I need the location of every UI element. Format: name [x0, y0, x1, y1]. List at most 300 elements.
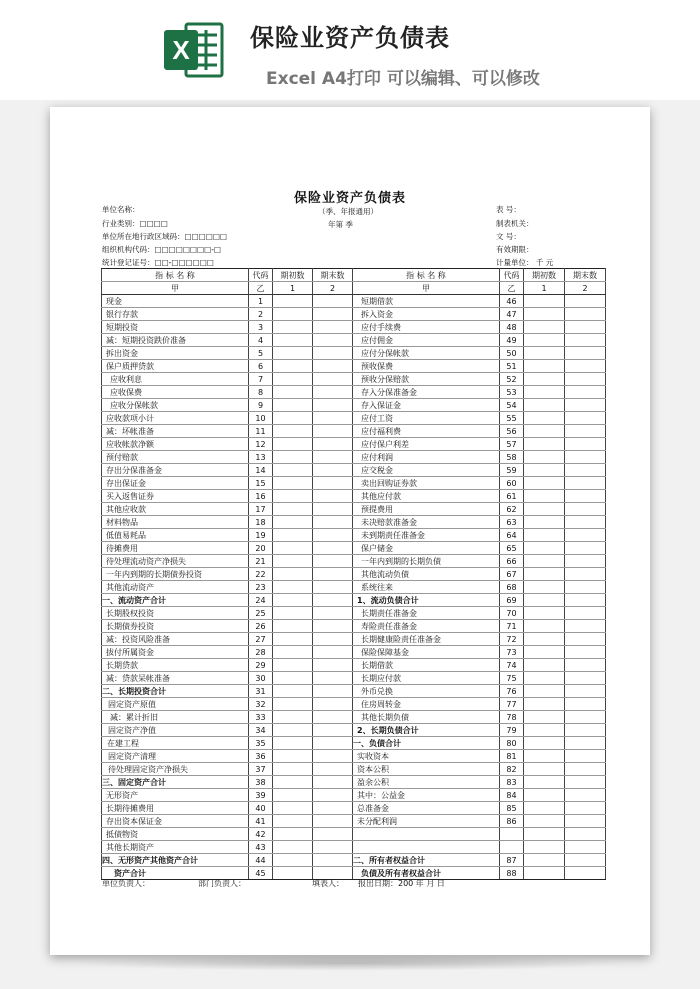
liability-opening-value [524, 802, 565, 815]
asset-item-code: 8 [249, 386, 273, 399]
liability-closing-value [565, 568, 606, 581]
asset-item-code: 24 [249, 594, 273, 607]
liability-closing-value [565, 841, 606, 854]
table-row [102, 724, 606, 737]
asset-opening-value [273, 308, 313, 321]
liability-closing-value [565, 425, 606, 438]
liability-opening-value [524, 750, 565, 763]
asset-item-name: 预付赔款 [102, 451, 249, 464]
liability-opening-value [524, 685, 565, 698]
asset-opening-value [273, 425, 313, 438]
asset-closing-value [313, 633, 353, 646]
liability-closing-value [565, 360, 606, 373]
liability-opening-value [524, 841, 565, 854]
liability-item-code: 55 [500, 412, 524, 425]
liability-item-name: 预收分保赔款 [353, 373, 500, 386]
liability-item-name: 长期应付款 [353, 672, 500, 685]
column-subheader: 甲 [353, 282, 500, 295]
svg-text:X: X [172, 35, 190, 65]
asset-item-name: 减：投资风险准备 [102, 633, 249, 646]
liability-closing-value [565, 815, 606, 828]
liability-opening-value [524, 672, 565, 685]
table-header-row [102, 269, 606, 282]
liability-opening-value [524, 516, 565, 529]
asset-item-code: 3 [249, 321, 273, 334]
asset-item-code: 5 [249, 347, 273, 360]
table-row [102, 698, 606, 711]
liability-item-code: 77 [500, 698, 524, 711]
liability-closing-value [565, 516, 606, 529]
asset-item-code: 36 [249, 750, 273, 763]
asset-item-code: 39 [249, 789, 273, 802]
liability-item-name: 二、所有者权益合计 [353, 854, 500, 867]
asset-closing-value [313, 490, 353, 503]
column-header: 期末数 [565, 269, 606, 282]
liability-item-name: 2、长期负债合计 [353, 724, 500, 737]
asset-item-name: 待处理流动资产净损失 [102, 555, 249, 568]
liability-item-code: 61 [500, 490, 524, 503]
liability-item-code: 84 [500, 789, 524, 802]
asset-closing-value [313, 360, 353, 373]
liability-item-name [353, 828, 500, 841]
asset-closing-value [313, 477, 353, 490]
asset-item-name: 短期投资 [102, 321, 249, 334]
asset-item-name: 现金 [102, 295, 249, 308]
asset-opening-value [273, 451, 313, 464]
table-row [102, 425, 606, 438]
liability-opening-value [524, 438, 565, 451]
liability-opening-value [524, 867, 565, 880]
asset-item-name: 买入返售证券 [102, 490, 249, 503]
liability-item-code: 87 [500, 854, 524, 867]
column-subheader: 2 [313, 282, 353, 295]
asset-closing-value [313, 386, 353, 399]
liability-opening-value [524, 724, 565, 737]
table-row [102, 360, 606, 373]
liability-item-name: 一年内到期的长期负债 [353, 555, 500, 568]
liability-opening-value [524, 854, 565, 867]
liability-opening-value [524, 555, 565, 568]
liability-item-code: 83 [500, 776, 524, 789]
asset-closing-value [313, 802, 353, 815]
field-form-no: 表 号： [496, 205, 521, 214]
asset-opening-value [273, 321, 313, 334]
asset-closing-value [313, 412, 353, 425]
column-subheader: 甲 [102, 282, 249, 295]
asset-opening-value [273, 737, 313, 750]
liability-opening-value [524, 373, 565, 386]
asset-opening-value [273, 386, 313, 399]
liability-closing-value [565, 334, 606, 347]
footer-unit-head: 单位负责人： [102, 879, 150, 888]
liability-item-code: 80 [500, 737, 524, 750]
liability-closing-value [565, 659, 606, 672]
liability-opening-value [524, 412, 565, 425]
asset-item-code: 7 [249, 373, 273, 386]
asset-item-name: 一、流动资产合计 [102, 594, 249, 607]
table-row [102, 464, 606, 477]
liability-opening-value [524, 711, 565, 724]
liability-opening-value [524, 659, 565, 672]
asset-closing-value [313, 789, 353, 802]
asset-item-code: 40 [249, 802, 273, 815]
asset-opening-value [273, 724, 313, 737]
table-row [102, 763, 606, 776]
asset-item-name: 待处理固定资产净损失 [102, 763, 249, 776]
asset-opening-value [273, 438, 313, 451]
asset-opening-value [273, 841, 313, 854]
asset-opening-value [273, 464, 313, 477]
asset-closing-value [313, 815, 353, 828]
liability-opening-value [524, 360, 565, 373]
liability-item-code: 71 [500, 620, 524, 633]
column-subheader: 1 [273, 282, 313, 295]
asset-item-name: 应收款项小计 [102, 412, 249, 425]
liability-closing-value [565, 607, 606, 620]
asset-opening-value [273, 789, 313, 802]
liability-item-name: 长期健康险责任准备金 [353, 633, 500, 646]
asset-opening-value [273, 529, 313, 542]
asset-item-name: 四、无形资产其他资产合计 [102, 854, 249, 867]
liability-item-code: 57 [500, 438, 524, 451]
liability-item-name: 实收资本 [353, 750, 500, 763]
document-title: 保险业资产负债表 [293, 191, 406, 206]
asset-item-code: 11 [249, 425, 273, 438]
liability-item-code: 46 [500, 295, 524, 308]
asset-opening-value [273, 854, 313, 867]
asset-opening-value [273, 334, 313, 347]
liability-closing-value [565, 529, 606, 542]
liability-item-code: 56 [500, 425, 524, 438]
liability-opening-value [524, 321, 565, 334]
table-row [102, 490, 606, 503]
liability-closing-value [565, 633, 606, 646]
asset-item-code: 2 [249, 308, 273, 321]
liability-closing-value [565, 581, 606, 594]
liability-item-name: 一、负债合计 [353, 737, 500, 750]
asset-opening-value [273, 490, 313, 503]
asset-opening-value [273, 503, 313, 516]
asset-item-name: 低值易耗品 [102, 529, 249, 542]
asset-closing-value [313, 334, 353, 347]
liability-item-code: 59 [500, 464, 524, 477]
asset-item-name: 长期贷款 [102, 659, 249, 672]
asset-item-code: 6 [249, 360, 273, 373]
liability-closing-value [565, 711, 606, 724]
asset-item-code: 44 [249, 854, 273, 867]
asset-opening-value [273, 867, 313, 880]
liability-item-code: 52 [500, 373, 524, 386]
asset-item-code: 10 [249, 412, 273, 425]
liability-item-name: 预收保费 [353, 360, 500, 373]
asset-item-code: 31 [249, 685, 273, 698]
liability-opening-value [524, 789, 565, 802]
table-row [102, 438, 606, 451]
liability-closing-value [565, 321, 606, 334]
liability-item-name: 保险保障基金 [353, 646, 500, 659]
liability-item-name: 总准备金 [353, 802, 500, 815]
liability-closing-value [565, 386, 606, 399]
liability-opening-value [524, 477, 565, 490]
liability-closing-value [565, 763, 606, 776]
table-row [102, 633, 606, 646]
liability-item-code: 47 [500, 308, 524, 321]
table-row [102, 802, 606, 815]
liability-item-name: 短期借款 [353, 295, 500, 308]
asset-closing-value [313, 438, 353, 451]
asset-item-code: 1 [249, 295, 273, 308]
asset-item-name: 银行存款 [102, 308, 249, 321]
document-sheet [50, 107, 650, 955]
liability-item-name: 住房周转金 [353, 698, 500, 711]
table-row [102, 854, 606, 867]
asset-opening-value [273, 373, 313, 386]
table-row [102, 503, 606, 516]
asset-closing-value [313, 607, 353, 620]
asset-item-code: 29 [249, 659, 273, 672]
asset-closing-value [313, 308, 353, 321]
liability-item-name: 其他流动负债 [353, 568, 500, 581]
field-org-code: 组织机构代码：□□□□□□□□-□ [102, 245, 221, 254]
asset-opening-value [273, 763, 313, 776]
field-industry: 行业类别：□□□□ [102, 219, 168, 228]
asset-item-name: 其他应收款 [102, 503, 249, 516]
asset-item-code: 18 [249, 516, 273, 529]
liability-item-name: 系统往来 [353, 581, 500, 594]
asset-item-name: 资产合计 [102, 867, 249, 880]
liability-opening-value [524, 594, 565, 607]
asset-item-code: 41 [249, 815, 273, 828]
liability-item-name: 其中：公益金 [353, 789, 500, 802]
table-subheader-row [102, 282, 606, 295]
asset-opening-value [273, 620, 313, 633]
table-row [102, 321, 606, 334]
asset-item-code: 33 [249, 711, 273, 724]
field-region-code: 单位所在地行政区域码：□□□□□□ [102, 232, 228, 241]
asset-closing-value [313, 399, 353, 412]
asset-item-name: 存出资本保证金 [102, 815, 249, 828]
asset-item-code: 43 [249, 841, 273, 854]
liability-item-name: 应付利润 [353, 451, 500, 464]
liability-item-code: 51 [500, 360, 524, 373]
liability-closing-value [565, 451, 606, 464]
asset-opening-value [273, 698, 313, 711]
liability-item-name: 长期责任准备金 [353, 607, 500, 620]
liability-item-code: 69 [500, 594, 524, 607]
asset-item-code: 25 [249, 607, 273, 620]
liability-opening-value [524, 464, 565, 477]
liability-closing-value [565, 646, 606, 659]
liability-item-code: 64 [500, 529, 524, 542]
table-row [102, 516, 606, 529]
liability-opening-value [524, 581, 565, 594]
asset-closing-value [313, 568, 353, 581]
liability-item-code: 78 [500, 711, 524, 724]
excel-logo-icon [162, 18, 226, 82]
liability-item-name: 资本公积 [353, 763, 500, 776]
asset-opening-value [273, 633, 313, 646]
table-row [102, 386, 606, 399]
table-row [102, 672, 606, 685]
liability-opening-value [524, 399, 565, 412]
liability-item-code: 63 [500, 516, 524, 529]
asset-item-code: 12 [249, 438, 273, 451]
column-header: 指 标 名 称 [353, 269, 500, 282]
asset-closing-value [313, 737, 353, 750]
liability-closing-value [565, 867, 606, 880]
liability-item-name: 拆入资金 [353, 308, 500, 321]
liability-opening-value [524, 568, 565, 581]
asset-item-name: 应收帐款净额 [102, 438, 249, 451]
asset-item-code: 17 [249, 503, 273, 516]
liability-closing-value [565, 464, 606, 477]
liability-opening-value [524, 620, 565, 633]
asset-item-code: 45 [249, 867, 273, 880]
table-row [102, 711, 606, 724]
asset-item-code: 14 [249, 464, 273, 477]
liability-closing-value [565, 750, 606, 763]
asset-closing-value [313, 672, 353, 685]
table-row [102, 620, 606, 633]
asset-item-code: 28 [249, 646, 273, 659]
asset-item-name: 待摊费用 [102, 542, 249, 555]
liability-item-code: 85 [500, 802, 524, 815]
liability-item-code: 49 [500, 334, 524, 347]
liability-item-name: 存入保证金 [353, 399, 500, 412]
liability-opening-value [524, 633, 565, 646]
liability-closing-value [565, 438, 606, 451]
asset-item-code: 22 [249, 568, 273, 581]
asset-closing-value [313, 425, 353, 438]
liability-closing-value [565, 412, 606, 425]
asset-opening-value [273, 594, 313, 607]
liability-item-code: 75 [500, 672, 524, 685]
asset-item-code: 34 [249, 724, 273, 737]
liability-opening-value [524, 386, 565, 399]
column-header: 期初数 [273, 269, 313, 282]
asset-item-name: 应收分保帐款 [102, 399, 249, 412]
asset-item-name: 减：累计折旧 [102, 711, 249, 724]
liability-item-code: 72 [500, 633, 524, 646]
liability-item-name: 应交税金 [353, 464, 500, 477]
liability-closing-value [565, 776, 606, 789]
asset-closing-value [313, 620, 353, 633]
asset-opening-value [273, 555, 313, 568]
liability-item-code: 79 [500, 724, 524, 737]
asset-opening-value [273, 659, 313, 672]
table-row [102, 685, 606, 698]
asset-closing-value [313, 646, 353, 659]
liability-item-name: 1、流动负债合计 [353, 594, 500, 607]
column-header: 代码 [249, 269, 273, 282]
asset-item-code: 4 [249, 334, 273, 347]
asset-closing-value [313, 555, 353, 568]
asset-closing-value [313, 841, 353, 854]
asset-item-name: 固定资产清理 [102, 750, 249, 763]
table-row [102, 555, 606, 568]
asset-closing-value [313, 763, 353, 776]
asset-item-name: 应收利息 [102, 373, 249, 386]
liability-item-code: 88 [500, 867, 524, 880]
field-registration-no: 统计登记证号：□□-□□□□□□ [102, 258, 214, 267]
liability-item-name: 应付工资 [353, 412, 500, 425]
table-row [102, 828, 606, 841]
asset-item-code: 35 [249, 737, 273, 750]
report-period: 年第 季 [328, 220, 353, 229]
liability-closing-value [565, 347, 606, 360]
liability-item-name: 应付分保帐款 [353, 347, 500, 360]
field-document-no: 文 号： [496, 232, 521, 241]
balance-sheet-table [101, 268, 606, 880]
liability-item-code [500, 841, 524, 854]
asset-item-name: 拆出资金 [102, 347, 249, 360]
asset-opening-value [273, 412, 313, 425]
column-header: 指 标 名 称 [102, 269, 249, 282]
asset-item-name: 长期债券投资 [102, 620, 249, 633]
liability-closing-value [565, 594, 606, 607]
asset-closing-value [313, 685, 353, 698]
liability-opening-value [524, 737, 565, 750]
liability-item-name: 盈余公积 [353, 776, 500, 789]
table-row [102, 581, 606, 594]
liability-item-name: 应付保户利差 [353, 438, 500, 451]
liability-item-name: 保户储金 [353, 542, 500, 555]
liability-opening-value [524, 334, 565, 347]
asset-closing-value [313, 529, 353, 542]
asset-opening-value [273, 711, 313, 724]
liability-item-code: 58 [500, 451, 524, 464]
field-unit-of-measure: 计量单位： 千 元 [496, 258, 554, 267]
asset-item-name: 减：贷款呆帐准备 [102, 672, 249, 685]
liability-closing-value [565, 828, 606, 841]
asset-closing-value [313, 828, 353, 841]
table-row [102, 750, 606, 763]
asset-item-code: 30 [249, 672, 273, 685]
column-subheader: 乙 [249, 282, 273, 295]
table-row [102, 568, 606, 581]
liability-closing-value [565, 308, 606, 321]
liability-item-name: 未决赔款准备金 [353, 516, 500, 529]
liability-closing-value [565, 373, 606, 386]
liability-item-name: 寿险责任准备金 [353, 620, 500, 633]
liability-opening-value [524, 542, 565, 555]
banner-subtitle: Excel A4打印 可以编辑、可以修改 [266, 69, 540, 89]
asset-item-name: 三、固定资产合计 [102, 776, 249, 789]
asset-opening-value [273, 776, 313, 789]
column-header: 期末数 [313, 269, 353, 282]
liability-item-name: 存入分保准备金 [353, 386, 500, 399]
liability-item-code: 60 [500, 477, 524, 490]
asset-item-name: 材料物品 [102, 516, 249, 529]
table-row [102, 776, 606, 789]
liability-item-code: 54 [500, 399, 524, 412]
liability-closing-value [565, 685, 606, 698]
liability-closing-value [565, 854, 606, 867]
table-row [102, 477, 606, 490]
table-row [102, 295, 606, 308]
asset-opening-value [273, 750, 313, 763]
asset-item-name: 减：坏帐准备 [102, 425, 249, 438]
asset-opening-value [273, 477, 313, 490]
asset-opening-value [273, 581, 313, 594]
liability-closing-value [565, 399, 606, 412]
liability-opening-value [524, 529, 565, 542]
column-header: 期初数 [524, 269, 565, 282]
asset-item-name: 在建工程 [102, 737, 249, 750]
liability-closing-value [565, 542, 606, 555]
liability-closing-value [565, 620, 606, 633]
table-row [102, 659, 606, 672]
